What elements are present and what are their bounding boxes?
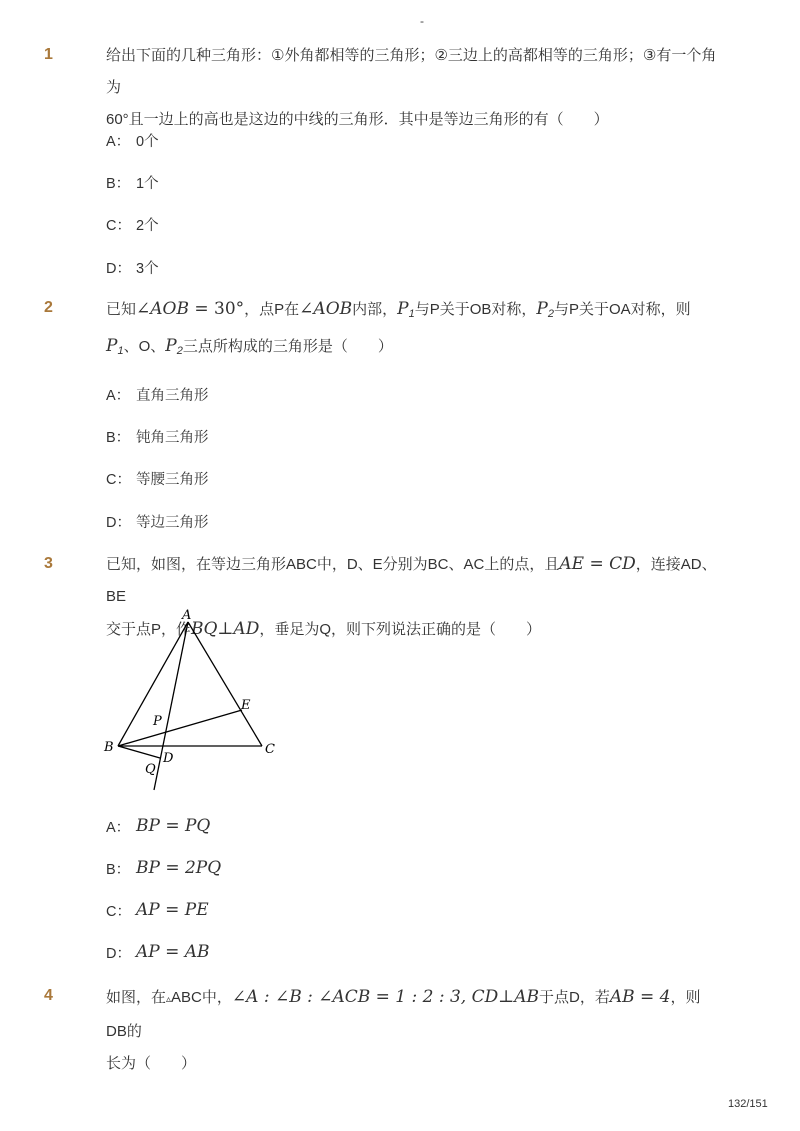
math-angle: ∠AOB <box>136 299 189 319</box>
math-equation: = 30° <box>188 299 245 319</box>
math-equation: AE = CD <box>559 554 636 574</box>
text: ，垂足为Q，则下列说法正确的是（ ） <box>259 621 542 638</box>
text: 已知 <box>106 301 137 318</box>
segment-be <box>118 710 242 746</box>
question-number-2: 2 <box>44 299 53 316</box>
option-text: BP = PQ <box>136 816 211 836</box>
option-label: C： <box>106 903 131 920</box>
option-text: 直角三角形 <box>136 387 209 404</box>
option-label: C： <box>106 217 131 234</box>
option-label: D： <box>106 514 131 531</box>
math-equation: BQ⊥AD <box>191 619 260 639</box>
option-label: D： <box>106 945 131 962</box>
option-label: A： <box>106 387 131 404</box>
question-2-stem-line1 <box>106 293 718 330</box>
math-equation: ∠A : ∠B : ∠ACB = 1 : 2 : 3, CD⊥AB <box>231 987 540 1007</box>
question-4-stem <box>106 981 718 1080</box>
q2-option-a[interactable] <box>106 382 209 406</box>
triangle-symbol: ▵ <box>166 994 172 1005</box>
text: 三点所构成的三角形是（ ） <box>182 338 393 355</box>
label-b: B <box>104 740 114 755</box>
text: 内部， <box>352 301 398 318</box>
q3-option-c[interactable] <box>106 898 209 922</box>
triangle-figure <box>100 606 300 796</box>
label-d: D <box>163 751 174 766</box>
label-e: E <box>241 698 251 713</box>
q1-option-c[interactable] <box>106 212 159 236</box>
page-number: 132/151 <box>728 1098 768 1110</box>
q3-option-a[interactable] <box>106 814 210 838</box>
question-2-stem-line2 <box>106 330 718 367</box>
page-top-mark: - <box>420 14 424 28</box>
text: ABC中， <box>171 989 232 1006</box>
option-label: B： <box>106 429 131 446</box>
q3-option-d[interactable] <box>106 940 210 964</box>
q2-option-c[interactable] <box>106 466 209 490</box>
question-2-stem <box>106 293 718 367</box>
subscript: 1 <box>408 308 415 320</box>
math-p: P <box>106 336 118 356</box>
subscript: 2 <box>176 345 183 357</box>
question-4-stem-line1 <box>106 981 718 1048</box>
q2-option-d[interactable] <box>106 509 209 533</box>
option-text: 等边三角形 <box>136 514 209 531</box>
math-p: P <box>536 299 548 319</box>
option-label: D： <box>106 260 131 277</box>
segment-ac <box>188 622 262 746</box>
q2-option-b[interactable] <box>106 424 209 448</box>
text: 于点D，若 <box>539 989 610 1006</box>
question-number-4: 4 <box>44 987 53 1004</box>
label-p: P <box>153 714 162 729</box>
text: 已知，如图，在等边三角形ABC中，D、E分别为BC、AC上的点，且 <box>106 556 560 573</box>
math-angle: ∠AOB <box>299 299 353 319</box>
option-label: B： <box>106 861 131 878</box>
option-text: 3个 <box>136 260 159 277</box>
subscript: 2 <box>547 308 554 320</box>
question-1-stem-line1: 给出下面的几种三角形：①外角都相等的三角形；②三边上的高都相等的三角形；③有一个角为 <box>106 47 717 96</box>
option-text: AP = AB <box>136 942 210 962</box>
math-p: P <box>165 336 177 356</box>
option-text: 2个 <box>136 217 159 234</box>
text: 交于点P，作 <box>106 621 192 638</box>
text: 与P关于OB对称， <box>414 301 537 318</box>
q1-option-b[interactable] <box>106 170 159 194</box>
segment-bq <box>118 746 160 758</box>
option-label: B： <box>106 175 131 192</box>
question-1-stem <box>106 40 718 136</box>
label-c: C <box>265 742 275 757</box>
q1-option-d[interactable] <box>106 255 159 279</box>
option-text: 钝角三角形 <box>136 429 209 446</box>
option-text: 1个 <box>136 175 159 192</box>
option-label: A： <box>106 819 131 836</box>
question-number-3: 3 <box>44 555 53 572</box>
text: ，点P在 <box>244 301 300 318</box>
math-equation: AB = 4 <box>609 987 671 1007</box>
text: 如图，在 <box>106 989 167 1006</box>
option-text: 等腰三角形 <box>136 471 209 488</box>
label-a: A <box>182 608 192 623</box>
option-text: BP = 2PQ <box>136 858 222 878</box>
option-label: C： <box>106 471 131 488</box>
option-text: AP = PE <box>136 900 209 920</box>
option-text: 0个 <box>136 133 159 150</box>
question-3-stem-line1 <box>106 548 718 613</box>
question-number-1: 1 <box>44 46 53 63</box>
q1-option-a[interactable] <box>106 128 159 152</box>
math-p: P <box>397 299 409 319</box>
q3-option-b[interactable] <box>106 856 221 880</box>
label-q: Q <box>145 762 156 777</box>
text: ，则DB的 <box>106 989 701 1040</box>
text: 、O、 <box>123 338 166 355</box>
text: 与P关于OA对称，则 <box>553 301 691 318</box>
option-label: A： <box>106 133 131 150</box>
text: ，连接AD、BE <box>106 556 717 605</box>
subscript: 1 <box>117 345 124 357</box>
question-1-stem-line2: 60°且一边上的高也是这边的中线的三角形．其中是等边三角形的有（ ） <box>106 111 609 128</box>
question-4-stem-line2: 长为（ ） <box>106 1055 197 1072</box>
